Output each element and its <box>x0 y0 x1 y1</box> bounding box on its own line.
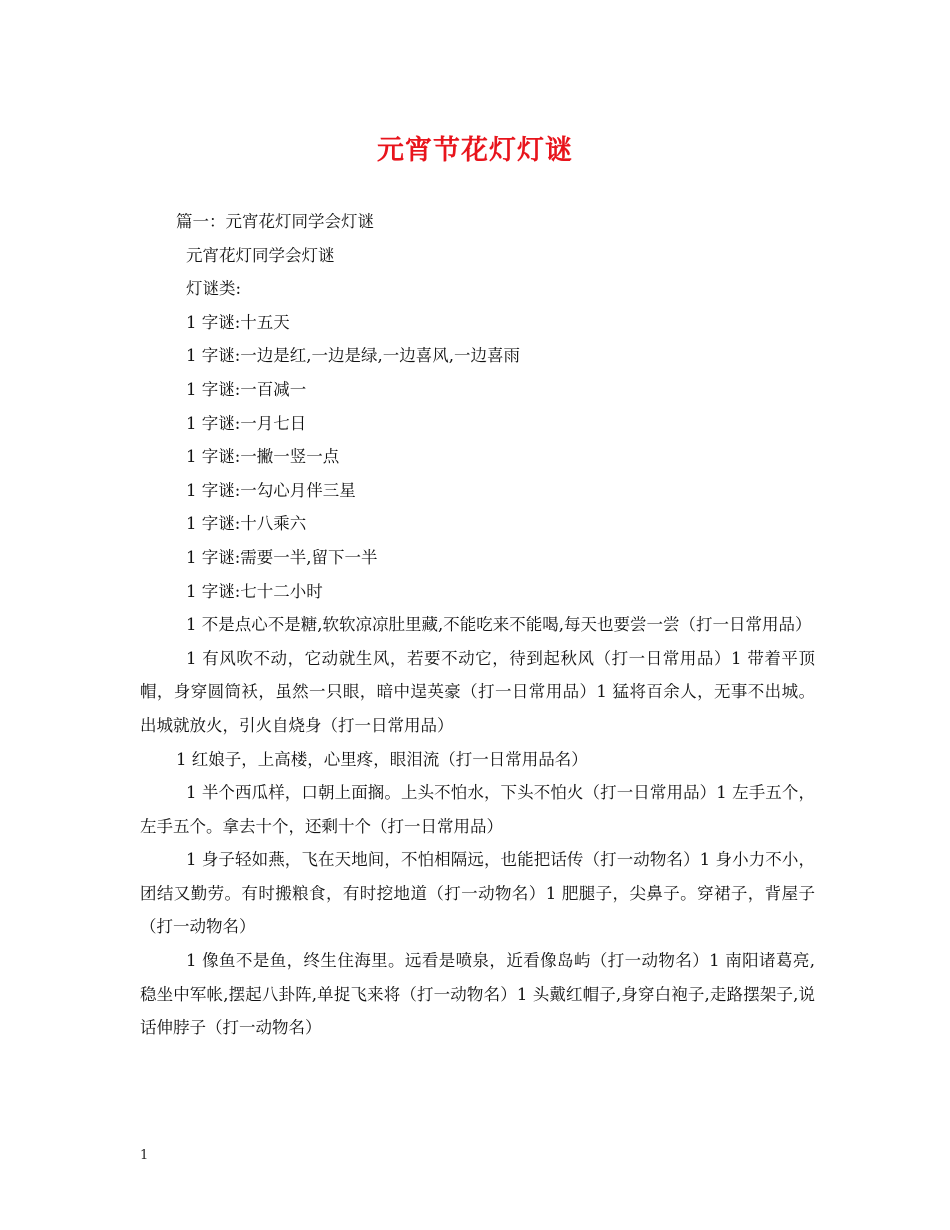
riddle-line: 1 字谜:十八乘六 <box>186 514 307 534</box>
riddle-paragraph: 1 红娘子，上高楼，心里疼，眼泪流（打一日常用品名） <box>176 749 588 769</box>
riddle-paragraph: 1 身子轻如燕，飞在天地间，不怕相隔远，也能把话传（打一动物名）1 身小力不小，团结又勤劳。有时搬粮食，有时挖地道（打一动物名）1 肥腿子，尖鼻子。穿裙子，背屋子（打一动物名） <box>140 850 815 937</box>
riddle-paragraph: 1 像鱼不是鱼，终生住海里。远看是喷泉，近看像岛屿（打一动物名）1 南阳诸葛亮,稳坐中军帐,摆起八卦阵,单捉飞来将（打一动物名）1 头戴红帽子,身穿白袍子,走路摆架子,说话伸脖子（打一动物名） <box>140 951 815 1038</box>
riddle-line: 1 字谜:一撇一竖一点 <box>186 447 340 467</box>
section-heading: 篇一：元宵花灯同学会灯谜 <box>176 212 374 231</box>
riddle-line: 1 字谜:七十二小时 <box>186 581 323 601</box>
category-label: 灯谜类: <box>186 279 242 299</box>
riddle-line: 1 字谜:一百减一 <box>186 379 307 399</box>
riddle-line: 1 字谜:一月七日 <box>186 413 307 433</box>
riddle-line: 1 字谜:需要一半,留下一半 <box>186 547 378 567</box>
riddle-paragraph: 1 有风吹不动，它动就生风，若要不动它，待到起秋风（打一日常用品）1 带着平顶帽，身穿圆筒袄，虽然一只眼，暗中逞英豪（打一日常用品）1 猛将百余人，无事不出城。出城就放火，引火自烧身（打一日常用品） <box>140 648 815 735</box>
riddle-line: 1 字谜:一勾心月伴三星 <box>186 480 356 500</box>
riddle-line: 1 字谜:十五天 <box>186 312 290 332</box>
subheading: 元宵花灯同学会灯谜 <box>186 245 335 265</box>
riddle-paragraph: 1 半个西瓜样，口朝上面搁。上头不怕水，下头不怕火（打一日常用品）1 左手五个，左手五个。拿去十个，还剩十个（打一日常用品） <box>140 783 815 836</box>
document-body <box>140 205 815 1045</box>
riddle-line: 1 字谜:一边是红,一边是绿,一边喜风,一边喜雨 <box>186 346 521 366</box>
document-title: 元宵节花灯灯谜 <box>377 135 573 166</box>
riddle-paragraph: 1 不是点心不是糖,软软凉凉肚里藏,不能吃来不能喝,每天也要尝一尝（打一日常用品） <box>186 615 812 635</box>
page-number: 1 <box>140 1148 149 1163</box>
